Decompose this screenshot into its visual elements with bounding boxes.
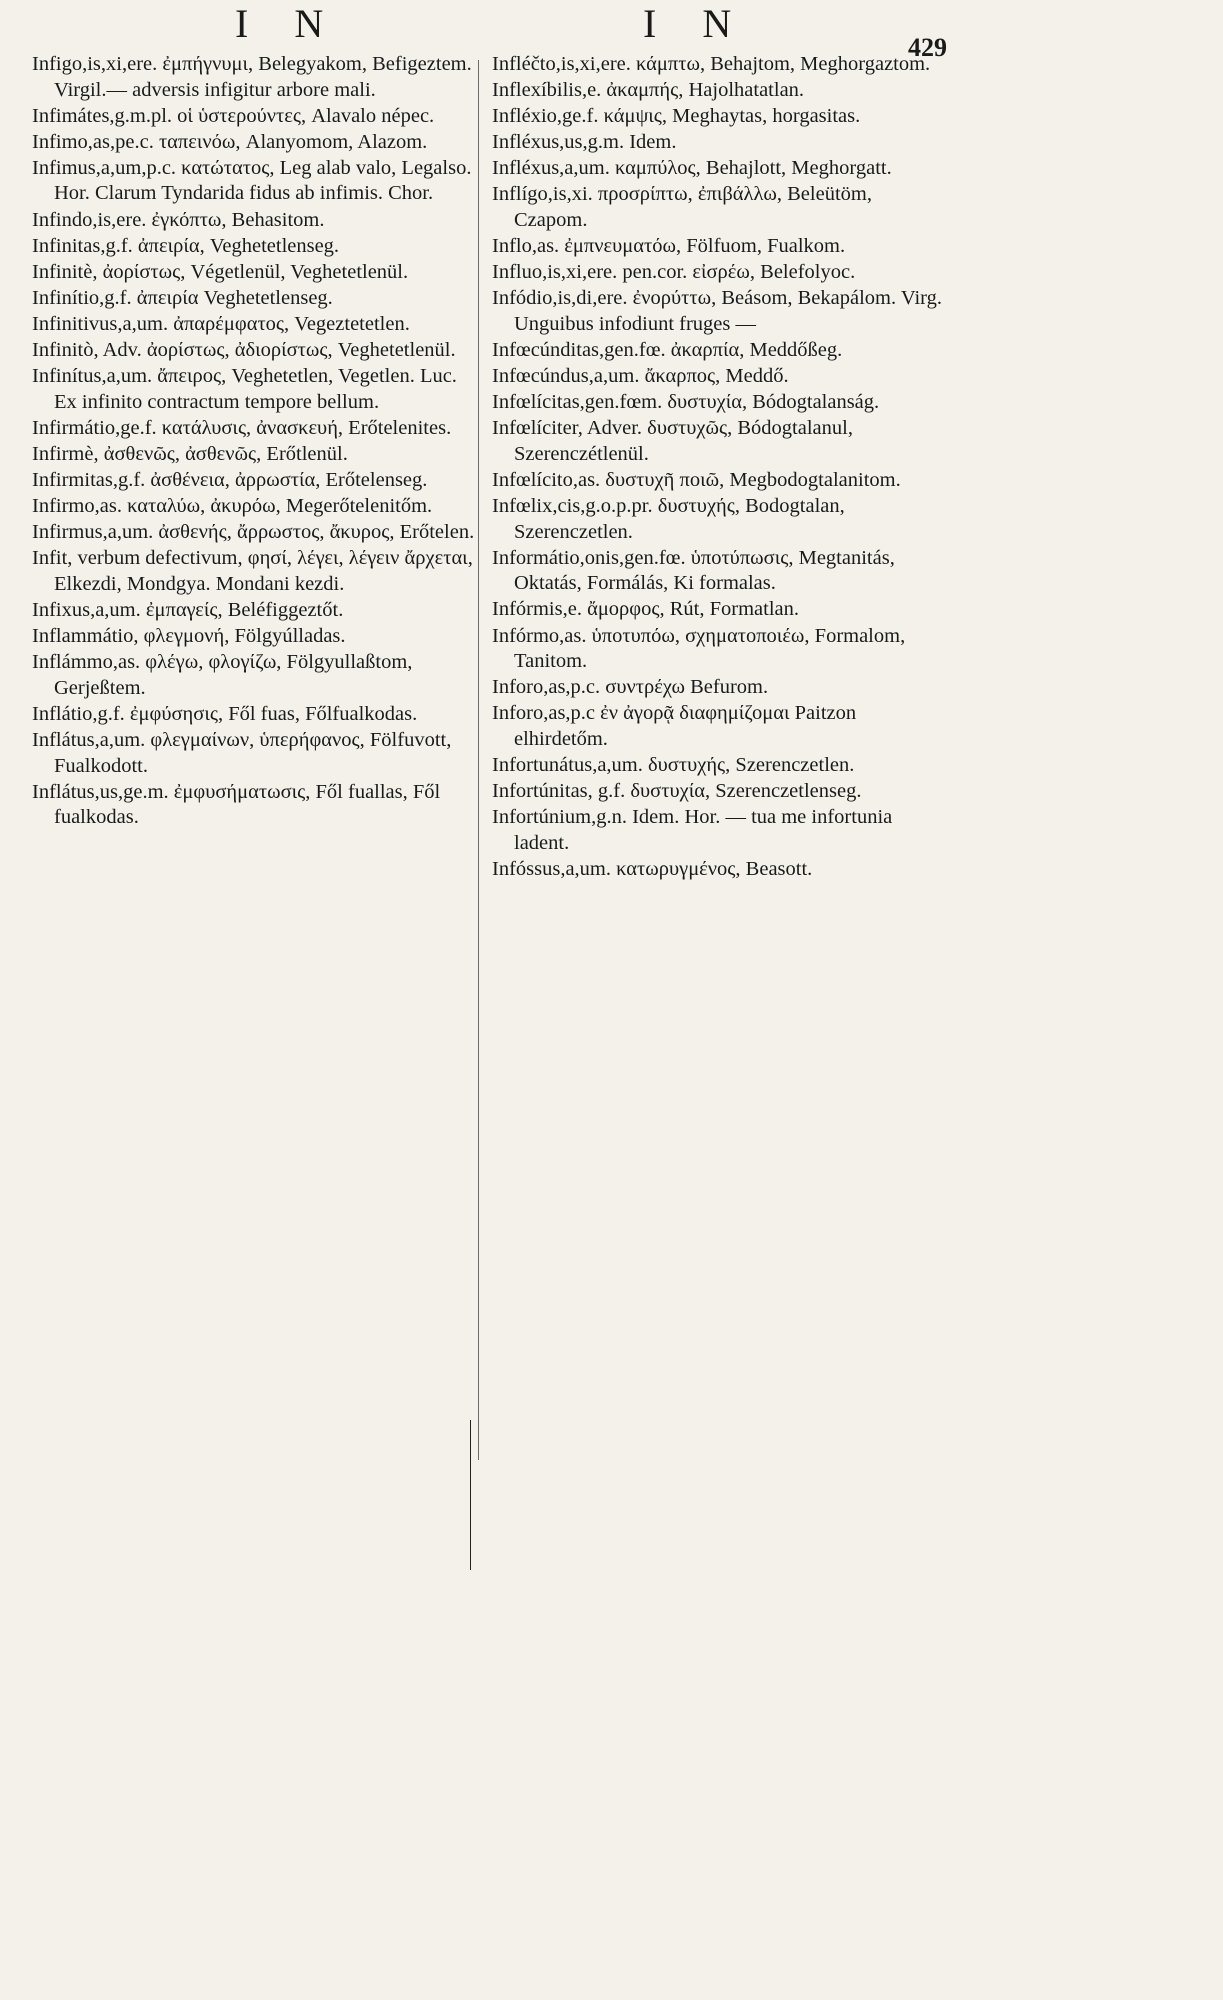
dictionary-entry: Inflammátio, φλεγμονή, Fölgyúlladas.: [32, 625, 346, 648]
dictionary-entry: Infóssus,a,um. κατωρυγμένος, Beasott.: [492, 857, 813, 880]
right-column: [492, 52, 942, 883]
dictionary-entry: Inflo,as. ἐμπνευματόω, Fölfuom, Fualkom.: [492, 235, 846, 258]
dictionary-entry: Infit, verbum defectivum, φησί, λέγει, λέγειν ἄρχεται, Elkezdi, Mondgya. Mondani kezdi.: [32, 547, 473, 595]
dictionary-entry: Inflexíbilis,e. ἀκαμπής, Hajolhatatlan.: [492, 79, 805, 102]
dictionary-entry: Infléčto,is,xi,ere. κάμπτω, Behajtom, Meghorgaztom.: [492, 53, 931, 75]
dictionary-entry: Inflátus,a,um. φλεγμαίνων, ὑπερήφανος, Fölfuvott, Fualkodott.: [32, 728, 452, 777]
dictionary-entry: Inforo,as,p.c. συντρέχω Befurom.: [492, 676, 769, 699]
dictionary-entry: Infinítio,g.f. ἀπειρία Veghetetlenseg.: [32, 286, 333, 309]
dictionary-entry: Infœlíciter, Adver. δυστυχῶς, Bódogtalanul, Szerenczétlenül.: [492, 417, 853, 465]
right-running-head: I N: [643, 1, 750, 46]
dictionary-entry: Infixus,a,um. ἐμπαγείς, Beléfiggeztőt.: [32, 598, 344, 621]
dictionary-entry: Infortúnium,g.n. Idem. Hor. — tua me infortunia ladent.: [492, 806, 893, 854]
dictionary-entry: Infœlix,cis,g.o.p.pr. δυστυχής, Bodogtalan, Szerenczetlen.: [492, 495, 845, 543]
dictionary-entry: Infœlícito,as. δυστυχῆ ποιῶ, Megbodogtalanitom.: [492, 469, 901, 491]
dictionary-entry: Infirmè, ἀσθενῶς, ἀσθενῶς, Erőtlenül.: [32, 442, 348, 465]
dictionary-entry: Infimus,a,um,p.c. κατώτατος, Leg alab valo, Legalso. Hor. Clarum Tyndarida fidus ab infimis. Chor.: [32, 156, 472, 205]
dictionary-entry: Inforo,as,p.c ἐν ἀγορᾷ διαφημίζομαι Paitzon elhirdetőm.: [492, 702, 857, 750]
left-column: [32, 52, 480, 831]
page-number: 429: [908, 33, 947, 62]
dictionary-entry: Inflígo,is,xi. προσρίπτω, ἐπιβάλλω, Beleütöm, Czapom.: [492, 183, 872, 232]
dictionary-entry: Infindo,is,ere. ἐγκόπτω, Behasitom.: [32, 208, 325, 231]
dictionary-entry: Infortunátus,a,um. δυστυχής, Szerenczetlen.: [492, 754, 855, 777]
dictionary-entry: Infinitò, Adv. ἀορίστως, ἀδιορίστως, Veghetetlenül.: [32, 339, 456, 362]
dictionary-entry: Infórmo,as. ὑποτυπόω, σχηματοποιέω, Formalom, Tanitom.: [492, 624, 906, 673]
dictionary-entry: Infórmis,e. ἄμορφος, Rút, Formatlan.: [492, 598, 799, 621]
dictionary-entry: Infœcúndus,a,um. ἄκαρπος, Meddő.: [492, 365, 789, 388]
dictionary-entry: Infinitè, ἀορίστως, Végetlenül, Veghetetlenül.: [32, 260, 409, 283]
dictionary-entry: Infinitas,g.f. ἀπειρία, Veghetetlenseg.: [32, 234, 340, 257]
dictionary-entry: Infléxus,us,g.m. Idem.: [492, 131, 677, 154]
dictionary-entry: Infirmo,as. καταλύω, ἀκυρόω, Megerőtelenitőm.: [32, 495, 433, 518]
dictionary-entry: Infigo,is,xi,ere. ἐμπήγνυμι, Belegyakom, Befigeztem. Virgil.— adversis infigitur arbore mali.: [32, 53, 472, 101]
dictionary-entry: Infódio,is,di,ere. ἐνορύττω, Beásom, Bekapálom. Virg. Unguibus infodiunt fruges —: [492, 287, 942, 335]
page-header: [0, 0, 960, 62]
dictionary-entry: Informátio,onis,gen.fœ. ὑποτύπωσις, Megtanitás, Oktatás, Formálás, Ki formalas.: [492, 546, 895, 595]
dictionary-entry: Inflámmo,as. φλέγω, φλογίζω, Fölgyullaßtom, Gerjeßtem.: [32, 651, 413, 699]
dictionary-entry: Infœcúnditas,gen.fœ. ἀκαρπία, Meddőßeg.: [492, 339, 843, 362]
dictionary-entry: Infortúnitas, g.f. δυστυχία, Szerenczetlenseg.: [492, 780, 862, 803]
dictionary-entry: Infirmus,a,um. ἀσθενής, ἄρρωστος, ἄκυρος, Erőtelen.: [32, 521, 475, 544]
dictionary-entry: Infœlícitas,gen.fœm. δυστυχία, Bódogtalanság.: [492, 391, 880, 414]
dictionary-entry: Infimátes,g.m.pl. οἱ ὑστερούντες, Alavalo népec.: [32, 104, 435, 127]
dictionary-entry: Infimo,as,pe.c. ταπεινόω, Alanyomom, Alazom.: [32, 130, 428, 153]
dictionary-entry: Infléxio,ge.f. κάμψις, Meghaytas, horgasitas.: [492, 105, 861, 128]
dictionary-entry: Infirmitas,g.f. ἀσθένεια, ἀρρωστία, Erőtelenseg.: [32, 469, 428, 491]
gutter-line: [470, 1420, 471, 1570]
dictionary-entry: Inflátus,us,ge.m. ἐμφυσήματωσις, Fől fuallas, Fől fualkodas.: [32, 780, 441, 829]
dictionary-entry: Inflátio,g.f. ἐμφύσησις, Fől fuas, Főlfualkodas.: [32, 702, 418, 725]
dictionary-entry: Influo,is,xi,ere. pen.cor. εἰσρέω, Belefolyoc.: [492, 261, 856, 284]
dictionary-entry: Infinítus,a,um. ἄπειρος, Veghetetlen, Vegetlen. Luc. Ex infinito contractum tempore bellum.: [32, 365, 457, 413]
column-divider: [478, 60, 479, 1460]
left-running-head: I N: [235, 1, 342, 46]
dictionary-entry: Infirmátio,ge.f. κατάλυσις, ἀνασκευή, Erőtelenites.: [32, 416, 452, 439]
dictionary-entry: Infinitivus,a,um. ἀπαρέμφατος, Vegeztetetlen.: [32, 312, 410, 335]
dictionary-entry: Infléxus,a,um. καμπύλος, Behajlott, Meghorgatt.: [492, 157, 892, 180]
